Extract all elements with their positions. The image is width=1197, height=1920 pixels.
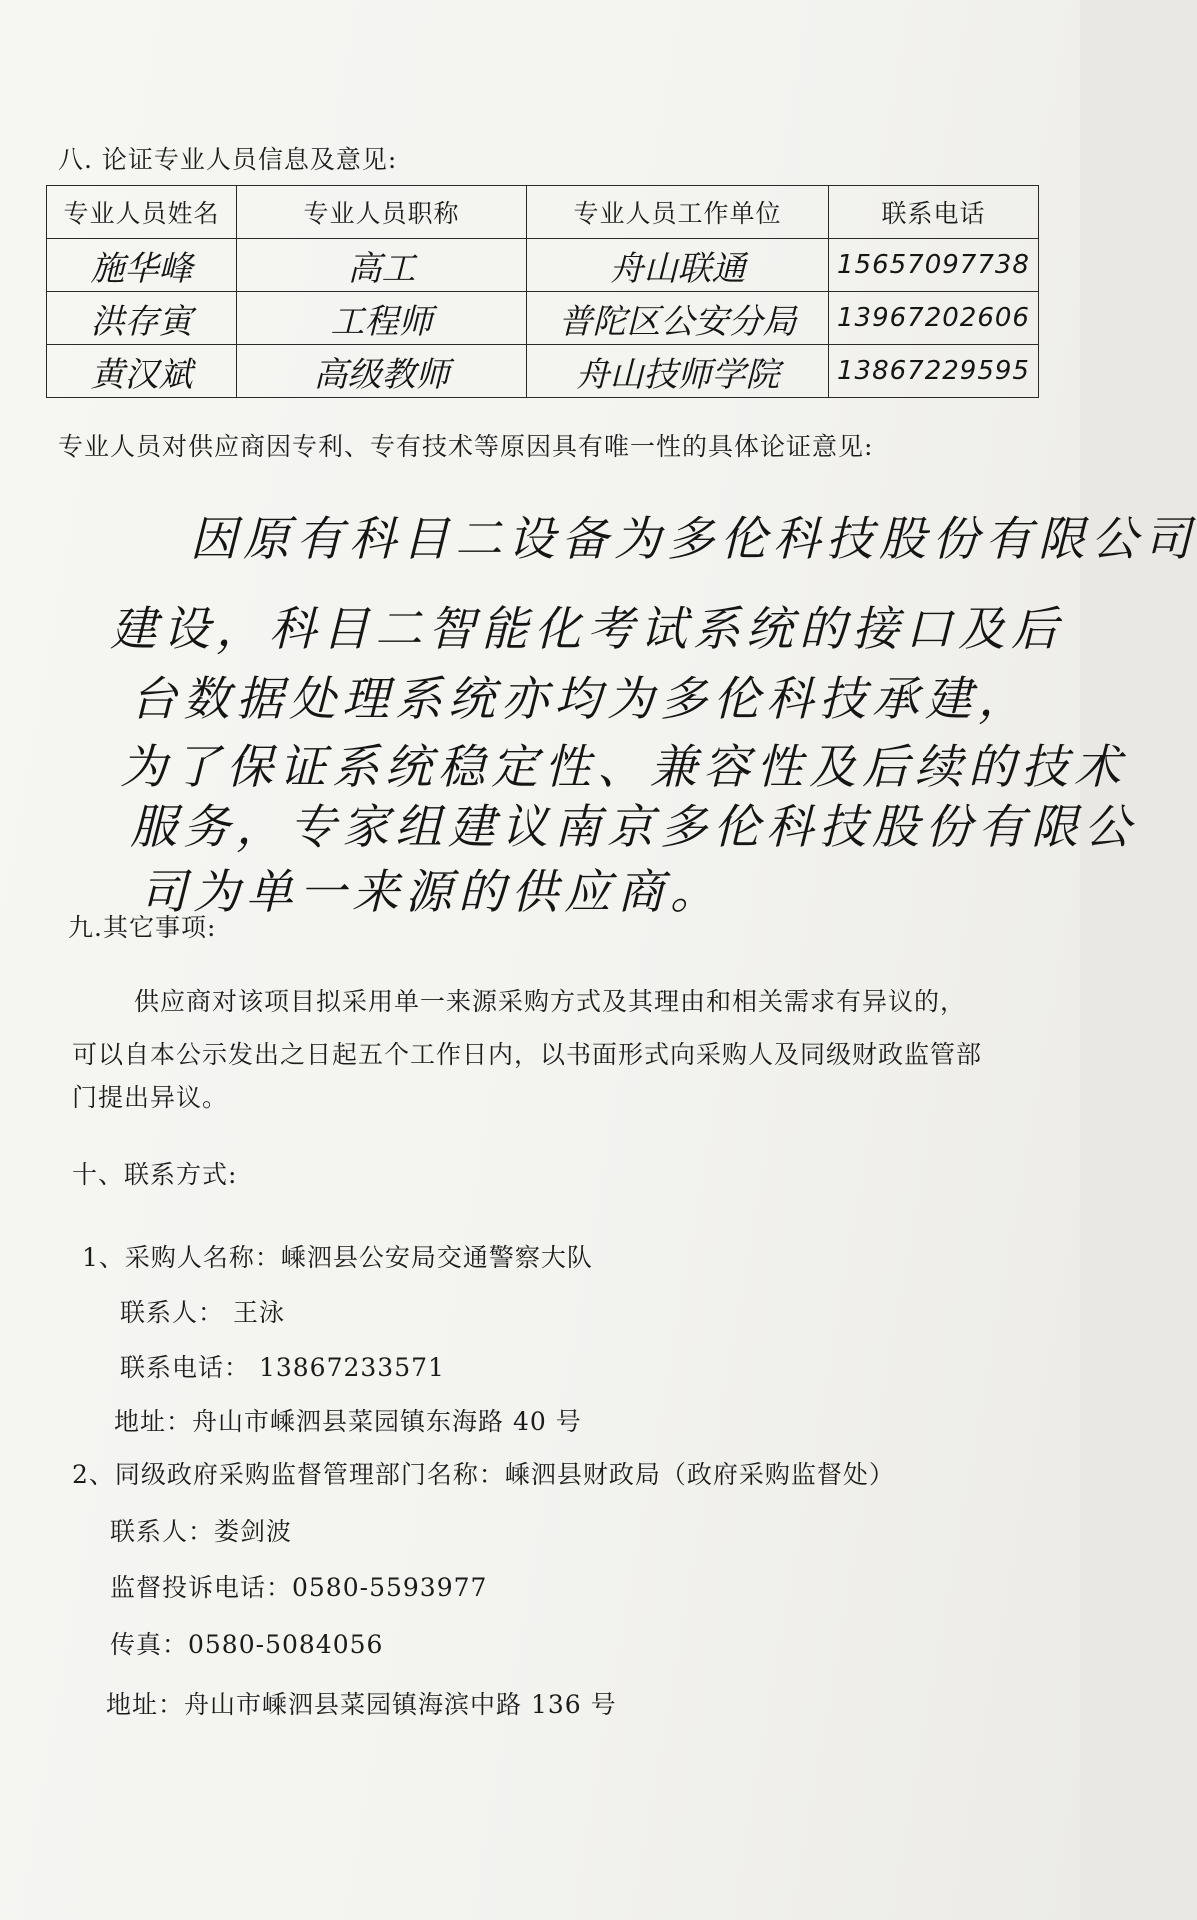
opinion-line: 为了保证系统稳定性、兼容性及后续的技术	[120, 740, 1127, 795]
supervisor-fax: 传真：0580-5084056	[110, 1630, 384, 1659]
expert-employer: 舟山技师学院	[527, 345, 829, 398]
section-9-paragraph-line: 供应商对该项目拟采用单一来源采购方式及其理由和相关需求有异议的，	[134, 987, 967, 1016]
section-8-title: 八. 论证专业人员信息及意见:	[58, 145, 398, 174]
purchaser-address: 地址：舟山市嵊泗县菜园镇东海路 40 号	[114, 1407, 582, 1436]
expert-title: 高工	[237, 239, 527, 292]
purchaser-phone: 联系电话： 13867233571	[120, 1353, 445, 1382]
opinion-line: 服务，专家组建议南京多伦科技股份有限公	[130, 800, 1137, 855]
opinion-line: 司为单一来源的供应商。	[140, 865, 723, 920]
supervisor-complaint-phone: 监督投诉电话：0580-5593977	[110, 1573, 488, 1602]
expert-title: 高级教师	[237, 345, 527, 398]
header-name: 专业人员姓名	[47, 186, 237, 239]
expert-name: 洪存寅	[47, 292, 237, 345]
section-10-title: 十、联系方式:	[72, 1160, 238, 1189]
expert-name: 施华峰	[47, 239, 237, 292]
table-row	[47, 239, 1039, 292]
opinion-line: 台数据处理系统亦均为多伦科技承建，	[130, 672, 1031, 727]
header-title: 专业人员职称	[237, 186, 527, 239]
expert-employer: 舟山联通	[527, 239, 829, 292]
opinion-label: 专业人员对供应商因专利、专有技术等原因具有唯一性的具体论证意见:	[58, 432, 874, 461]
expert-phone: 13967202606	[829, 292, 1039, 345]
purchaser-contact: 联系人： 王泳	[120, 1298, 285, 1327]
expert-phone: 15657097738	[829, 239, 1039, 292]
section-9-title: 九.其它事项:	[68, 913, 217, 942]
supervisor-address: 地址：舟山市嵊泗县菜园镇海滨中路 136 号	[106, 1690, 617, 1719]
supervisor-heading: 2、同级政府采购监督管理部门名称：嵊泗县财政局（政府采购监督处）	[72, 1460, 895, 1489]
table-row	[47, 292, 1039, 345]
opinion-line: 因原有科目二设备为多伦科技股份有限公司	[190, 512, 1197, 567]
header-phone: 联系电话	[829, 186, 1039, 239]
expert-name: 黄汉斌	[47, 345, 237, 398]
expert-phone: 13867229595	[829, 345, 1039, 398]
expert-employer: 普陀区公安分局	[527, 292, 829, 345]
header-employer: 专业人员工作单位	[527, 186, 829, 239]
expert-title: 工程师	[237, 292, 527, 345]
section-9-paragraph-line: 可以自本公示发出之日起五个工作日内，以书面形式向采购人及同级财政监管部	[72, 1040, 983, 1069]
purchaser-heading: 1、采购人名称：嵊泗县公安局交通警察大队	[82, 1243, 593, 1272]
section-9-paragraph-line: 门提出异议。	[72, 1083, 229, 1112]
experts-table	[46, 185, 1039, 398]
supervisor-contact: 联系人：娄剑波	[110, 1517, 293, 1546]
table-row	[47, 345, 1039, 398]
table-header-row	[47, 186, 1039, 239]
opinion-line: 建设，科目二智能化考试系统的接口及后	[110, 602, 1064, 657]
